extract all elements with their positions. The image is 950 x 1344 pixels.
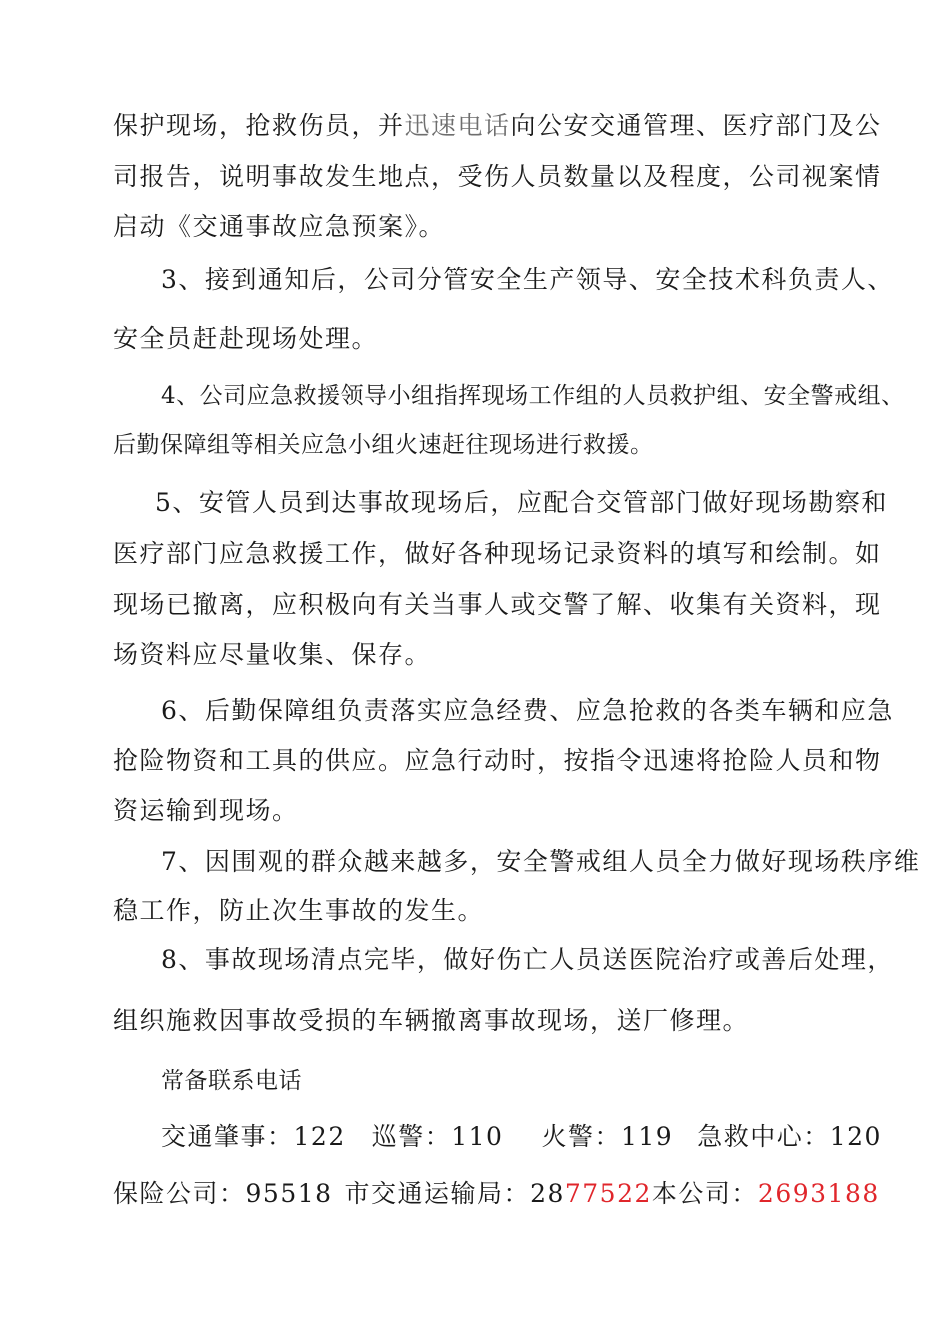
insurance-number: 95518 bbox=[245, 1179, 333, 1208]
paragraph-1-line-3: 启动《交通事故应急预案》。 bbox=[113, 212, 446, 241]
text-segment: 保护现场，抢救伤员，并 bbox=[113, 111, 405, 140]
transport-number-part-2: 77522 bbox=[564, 1179, 652, 1208]
fire-number: 119 bbox=[620, 1122, 674, 1151]
item-6-line-2: 抢险物资和工具的供应。应急行动时，按指令迅速将抢险人员和物 bbox=[113, 746, 882, 775]
item-3-line-2: 安全员赶赴现场处理。 bbox=[113, 324, 379, 353]
patrol-number: 110 bbox=[451, 1122, 504, 1151]
company-number: 2693188 bbox=[757, 1179, 880, 1208]
item-5-line-1: 5、安管人员到达事故现场后，应配合交管部门做好现场勘察和 bbox=[155, 488, 888, 517]
fire-label: 火警： bbox=[541, 1122, 621, 1151]
paragraph-1-line-2: 司报告，说明事故发生地点，受伤人员数量以及程度，公司视案情 bbox=[113, 162, 882, 191]
item-8-line-1: 8、事故现场清点完毕，做好伤亡人员送医院治疗或善后处理， bbox=[161, 945, 894, 974]
item-5-line-3: 现场已撤离，应积极向有关当事人或交警了解、收集有关资料，现 bbox=[113, 590, 882, 619]
text-segment: 向公安交通管理、医疗部门及公 bbox=[510, 111, 882, 140]
emergency-label: 急救中心： bbox=[697, 1122, 830, 1151]
emergency-number: 120 bbox=[829, 1122, 882, 1151]
contacts-heading: 常备联系电话 bbox=[161, 1068, 302, 1094]
highlighted-text: 迅速电话 bbox=[404, 111, 511, 140]
transport-number-part-1: 28 bbox=[530, 1179, 565, 1208]
item-4-line-1: 4、公司应急救援领导小组指挥现场工作组的人员救护组、安全警戒组、 bbox=[161, 383, 905, 409]
insurance-label: 保险公司： bbox=[113, 1179, 246, 1208]
item-6-line-3: 资运输到现场。 bbox=[113, 796, 299, 825]
patrol-label: 巡警： bbox=[371, 1122, 452, 1151]
item-6-line-1: 6、后勤保障组负责落实应急经费、应急抢救的各类车辆和应急 bbox=[161, 696, 894, 725]
item-3-line-1: 3、接到通知后，公司分管安全生产领导、安全技术科负责人、 bbox=[161, 265, 894, 294]
item-4-line-2: 后勤保障组等相关应急小组火速赶往现场进行救援。 bbox=[113, 432, 654, 458]
item-7-line-2: 稳工作，防止次生事故的发生。 bbox=[113, 896, 485, 925]
item-5-line-4: 场资料应尽量收集、保存。 bbox=[113, 640, 432, 669]
contacts-line-1 bbox=[161, 1120, 882, 1154]
traffic-number: 122 bbox=[293, 1122, 346, 1151]
item-7-line-1: 7、因围观的群众越来越多，安全警戒组人员全力做好现场秩序维 bbox=[161, 847, 921, 876]
traffic-label: 交通肇事： bbox=[161, 1122, 294, 1151]
company-label: 本公司： bbox=[651, 1179, 758, 1208]
item-5-line-2: 医疗部门应急救援工作，做好各种现场记录资料的填写和绘制。如 bbox=[113, 539, 882, 568]
transport-label: 市交通运输局： bbox=[344, 1179, 531, 1208]
item-8-line-2: 组织施救因事故受损的车辆撤离事故现场，送厂修理。 bbox=[113, 1006, 750, 1035]
paragraph-1-line-1 bbox=[113, 109, 882, 143]
contacts-line-2 bbox=[113, 1177, 880, 1211]
